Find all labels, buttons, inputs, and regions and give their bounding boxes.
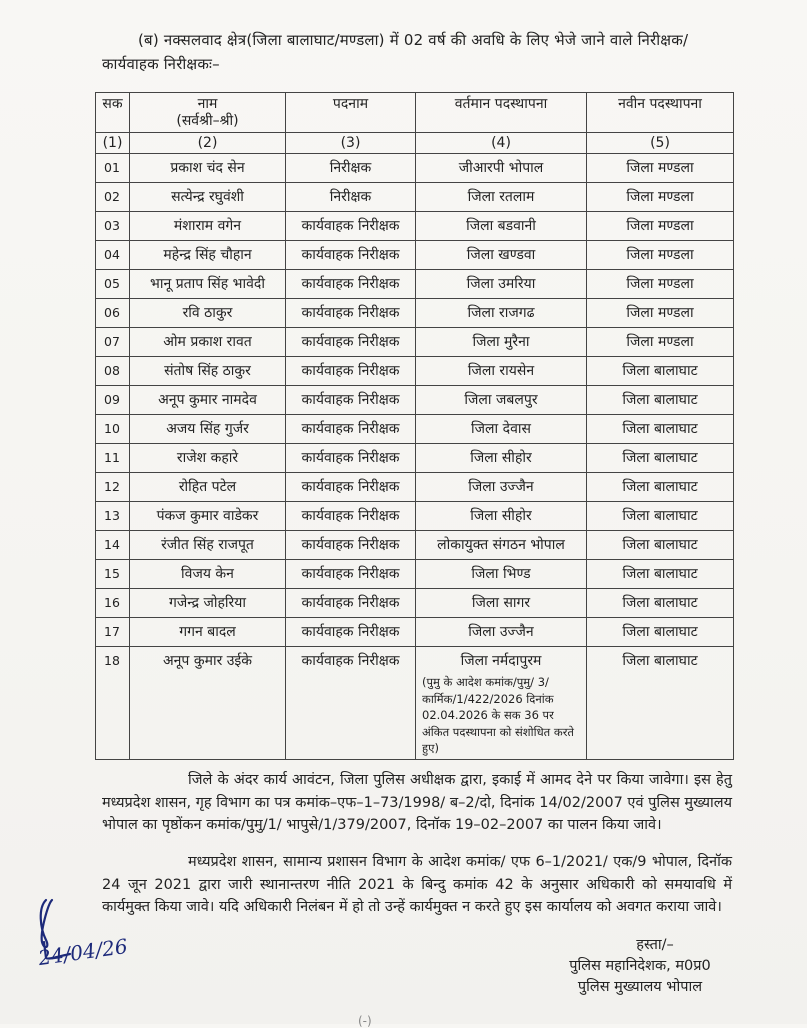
cell-new-posting: जिला बालाघाट bbox=[587, 560, 734, 589]
cell-new-posting: जिला बालाघाट bbox=[587, 589, 734, 618]
cell-sn: 07 bbox=[96, 328, 130, 357]
cell-designation: कार्यवाहक निरीक्षक bbox=[286, 560, 416, 589]
index-cell: (4) bbox=[416, 133, 587, 154]
cell-current-posting: जिला रायसेन bbox=[416, 357, 587, 386]
table-row bbox=[96, 589, 734, 618]
table-row bbox=[96, 473, 734, 502]
handwritten-date: 24/04/26 bbox=[36, 933, 130, 971]
table-row bbox=[96, 531, 734, 560]
cell-current-posting: जिला सागर bbox=[416, 589, 587, 618]
signature-hasta: हस्ता/– bbox=[636, 937, 674, 953]
cell-name: महेन्द्र सिंह चौहान bbox=[130, 241, 286, 270]
cell-new-posting: जिला मण्डला bbox=[587, 270, 734, 299]
cell-sn: 06 bbox=[96, 299, 130, 328]
cell-name: अजय सिंह गुर्जर bbox=[130, 415, 286, 444]
cell-sn: 09 bbox=[96, 386, 130, 415]
cell-name: प्रकाश चंद सेन bbox=[130, 154, 286, 183]
cell-new-posting: जिला बालाघाट bbox=[587, 386, 734, 415]
cell-new-posting: जिला बालाघाट bbox=[587, 618, 734, 647]
page-footer-mark: (-) bbox=[358, 1014, 372, 1028]
cell-current-posting: जिला खण्डवा bbox=[416, 241, 587, 270]
cell-designation: कार्यवाहक निरीक्षक bbox=[286, 531, 416, 560]
cell-name: संतोष सिंह ठाकुर bbox=[130, 357, 286, 386]
cell-new-posting: जिला बालाघाट bbox=[587, 531, 734, 560]
cell-sn: 11 bbox=[96, 444, 130, 473]
cell-sn: 16 bbox=[96, 589, 130, 618]
cell-sn: 14 bbox=[96, 531, 130, 560]
col-header-current-posting: वर्तमान पदस्थापना bbox=[416, 93, 587, 133]
cell-new-posting: जिला मण्डला bbox=[587, 154, 734, 183]
cell-sn: 01 bbox=[96, 154, 130, 183]
index-cell: (1) bbox=[96, 133, 130, 154]
cell-sn: 18 bbox=[96, 647, 130, 760]
col-header-name-label: नाम bbox=[197, 96, 218, 112]
cell-sn: 15 bbox=[96, 560, 130, 589]
cell-new-posting: जिला बालाघाट bbox=[587, 502, 734, 531]
cell-sn: 05 bbox=[96, 270, 130, 299]
current-posting-note: (पुमु के आदेश कमांक/पुमु/ 3/कार्मिक/1/422/2026 दिनांक 02.04.2026 के सक 36 पर अंकित पदस्थापना को संशोधित करते हुए) bbox=[422, 675, 574, 755]
table-row bbox=[96, 241, 734, 270]
cell-sn: 13 bbox=[96, 502, 130, 531]
cell-sn: 10 bbox=[96, 415, 130, 444]
cell-new-posting: जिला बालाघाट bbox=[587, 647, 734, 760]
cell-new-posting: जिला बालाघाट bbox=[587, 415, 734, 444]
cell-designation: कार्यवाहक निरीक्षक bbox=[286, 444, 416, 473]
cell-designation: कार्यवाहक निरीक्षक bbox=[286, 415, 416, 444]
col-header-name bbox=[130, 93, 286, 133]
cell-designation: निरीक्षक bbox=[286, 154, 416, 183]
cell-new-posting: जिला मण्डला bbox=[587, 299, 734, 328]
cell-sn: 03 bbox=[96, 212, 130, 241]
cell-current-posting: जिला सीहोर bbox=[416, 502, 587, 531]
cell-name: ओम प्रकाश रावत bbox=[130, 328, 286, 357]
cell-current-posting: जिला राजगढ bbox=[416, 299, 587, 328]
cell-current-posting: जिला उज्जैन bbox=[416, 473, 587, 502]
table-row bbox=[96, 212, 734, 241]
cell-new-posting: जिला बालाघाट bbox=[587, 444, 734, 473]
signature-block bbox=[540, 935, 740, 998]
cell-name: विजय केन bbox=[130, 560, 286, 589]
table-row bbox=[96, 647, 734, 760]
paragraph-relieving bbox=[102, 851, 732, 919]
cell-name: रंजीत सिंह राजपूत bbox=[130, 531, 286, 560]
section-heading bbox=[102, 28, 732, 76]
cell-sn: 08 bbox=[96, 357, 130, 386]
table-row bbox=[96, 502, 734, 531]
paragraph-allotment bbox=[102, 769, 732, 837]
paragraph-relieving-text: मध्यप्रदेश शासन, सामान्य प्रशासन विभाग के आदेश कमांक/ एफ 6–1/2021/ एक/9 भोपाल, दिनॉक 24 जून 2021 द्वारा जारी स्थानान्तरण नीति 2021 के बिन्दु कमांक 42 के अनुसार अधिकारी को समयावधि में कार्यमुक्त किया जावे। यदि अधिकारी निलंबन में हो तो उन्हें कार्यमुक्त न करते हुए इस कार्यालय को अवगत कराया जावे। bbox=[102, 854, 732, 915]
cell-new-posting: जिला मण्डला bbox=[587, 212, 734, 241]
table-row bbox=[96, 328, 734, 357]
table-row bbox=[96, 386, 734, 415]
cell-current-posting: जिला देवास bbox=[416, 415, 587, 444]
cell-designation: कार्यवाहक निरीक्षक bbox=[286, 473, 416, 502]
table-row bbox=[96, 154, 734, 183]
cell-name: राजेश कहारे bbox=[130, 444, 286, 473]
cell-current-posting: जिला उमरिया bbox=[416, 270, 587, 299]
cell-designation: निरीक्षक bbox=[286, 183, 416, 212]
section-heading-text: (ब) नक्सलवाद क्षेत्र(जिला बालाघाट/मण्डला) में 02 वर्ष की अवधि के लिए भेजे जाने वाले निरीक्षक/कार्यवाहक निरीक्षकः– bbox=[102, 31, 689, 73]
cell-designation: कार्यवाहक निरीक्षक bbox=[286, 618, 416, 647]
col-header-designation: पदनाम bbox=[286, 93, 416, 133]
cell-new-posting: जिला मण्डला bbox=[587, 183, 734, 212]
cell-new-posting: जिला मण्डला bbox=[587, 328, 734, 357]
cell-sn: 02 bbox=[96, 183, 130, 212]
cell-current-posting: जिला सीहोर bbox=[416, 444, 587, 473]
table-row bbox=[96, 618, 734, 647]
current-posting-text: जिला नर्मदापुरम bbox=[460, 653, 542, 669]
handwritten-signature-date bbox=[30, 898, 160, 988]
cell-name: पंकज कुमार वाडेकर bbox=[130, 502, 286, 531]
table-row bbox=[96, 183, 734, 212]
table-index-row bbox=[96, 133, 734, 154]
cell-name: रोहित पटेल bbox=[130, 473, 286, 502]
cell-designation: कार्यवाहक निरीक्षक bbox=[286, 502, 416, 531]
index-cell: (3) bbox=[286, 133, 416, 154]
cell-name: सत्येन्द्र रघुवंशी bbox=[130, 183, 286, 212]
cell-name: भानू प्रताप सिंह भावेदी bbox=[130, 270, 286, 299]
cell-sn: 04 bbox=[96, 241, 130, 270]
table-row bbox=[96, 299, 734, 328]
cell-name: अनूप कुमार नामदेव bbox=[130, 386, 286, 415]
table-row bbox=[96, 415, 734, 444]
cell-current-posting: जीआरपी भोपाल bbox=[416, 154, 587, 183]
cell-new-posting: जिला बालाघाट bbox=[587, 473, 734, 502]
cell-current-posting bbox=[416, 647, 587, 760]
cell-current-posting: जिला रतलाम bbox=[416, 183, 587, 212]
table-row bbox=[96, 270, 734, 299]
transfer-table bbox=[95, 92, 734, 760]
cell-new-posting: जिला मण्डला bbox=[587, 241, 734, 270]
table-row bbox=[96, 560, 734, 589]
cell-designation: कार्यवाहक निरीक्षक bbox=[286, 212, 416, 241]
cell-new-posting: जिला बालाघाट bbox=[587, 357, 734, 386]
cell-current-posting: जिला मुरैना bbox=[416, 328, 587, 357]
signature-office: पुलिस मुख्यालय भोपाल bbox=[577, 979, 703, 995]
paragraph-allotment-text: जिले के अंदर कार्य आवंटन, जिला पुलिस अधीक्षक द्वारा, इकाई में आमद देने पर किया जावेगा। इस हेतु मध्यप्रदेश शासन, गृह विभाग का पत्र कमांक–एफ–1–73/1998/ ब–2/दो, दिनांक 14/02/2007 एवं पुलिस मुख्यालय भोपाल का पृष्ठोंकन कमांक/पुमु/1/ भापुसे/1/379/2007, दिनॉक 19–02–2007 का पालन किया जावे। bbox=[102, 772, 732, 833]
signature-designation: पुलिस महानिदेशक, म0प्र0 bbox=[569, 958, 711, 974]
table-row bbox=[96, 444, 734, 473]
table-row bbox=[96, 357, 734, 386]
table-header-row bbox=[96, 93, 734, 133]
cell-current-posting: जिला जबलपुर bbox=[416, 386, 587, 415]
cell-designation: कार्यवाहक निरीक्षक bbox=[286, 241, 416, 270]
cell-current-posting: जिला उज्जैन bbox=[416, 618, 587, 647]
index-cell: (5) bbox=[587, 133, 734, 154]
cell-designation: कार्यवाहक निरीक्षक bbox=[286, 386, 416, 415]
col-header-new-posting: नवीन पदस्थापना bbox=[587, 93, 734, 133]
cell-designation: कार्यवाहक निरीक्षक bbox=[286, 589, 416, 618]
cell-name: मंशाराम वगेन bbox=[130, 212, 286, 241]
cell-designation: कार्यवाहक निरीक्षक bbox=[286, 647, 416, 760]
cell-name: गजेन्द्र जोहरिया bbox=[130, 589, 286, 618]
cell-name: रवि ठाकुर bbox=[130, 299, 286, 328]
index-cell: (2) bbox=[130, 133, 286, 154]
cell-designation: कार्यवाहक निरीक्षक bbox=[286, 270, 416, 299]
cell-current-posting: लोकायुक्त संगठन भोपाल bbox=[416, 531, 587, 560]
cell-designation: कार्यवाहक निरीक्षक bbox=[286, 299, 416, 328]
col-header-name-sub: (सर्वश्री–श्री) bbox=[176, 113, 239, 129]
col-header-sn: सक bbox=[96, 93, 130, 133]
cell-designation: कार्यवाहक निरीक्षक bbox=[286, 328, 416, 357]
cell-current-posting: जिला बडवानी bbox=[416, 212, 587, 241]
cell-sn: 17 bbox=[96, 618, 130, 647]
cell-sn: 12 bbox=[96, 473, 130, 502]
cell-name: गगन बादल bbox=[130, 618, 286, 647]
cell-name: अनूप कुमार उईके bbox=[130, 647, 286, 760]
cell-current-posting: जिला भिण्ड bbox=[416, 560, 587, 589]
cell-designation: कार्यवाहक निरीक्षक bbox=[286, 357, 416, 386]
